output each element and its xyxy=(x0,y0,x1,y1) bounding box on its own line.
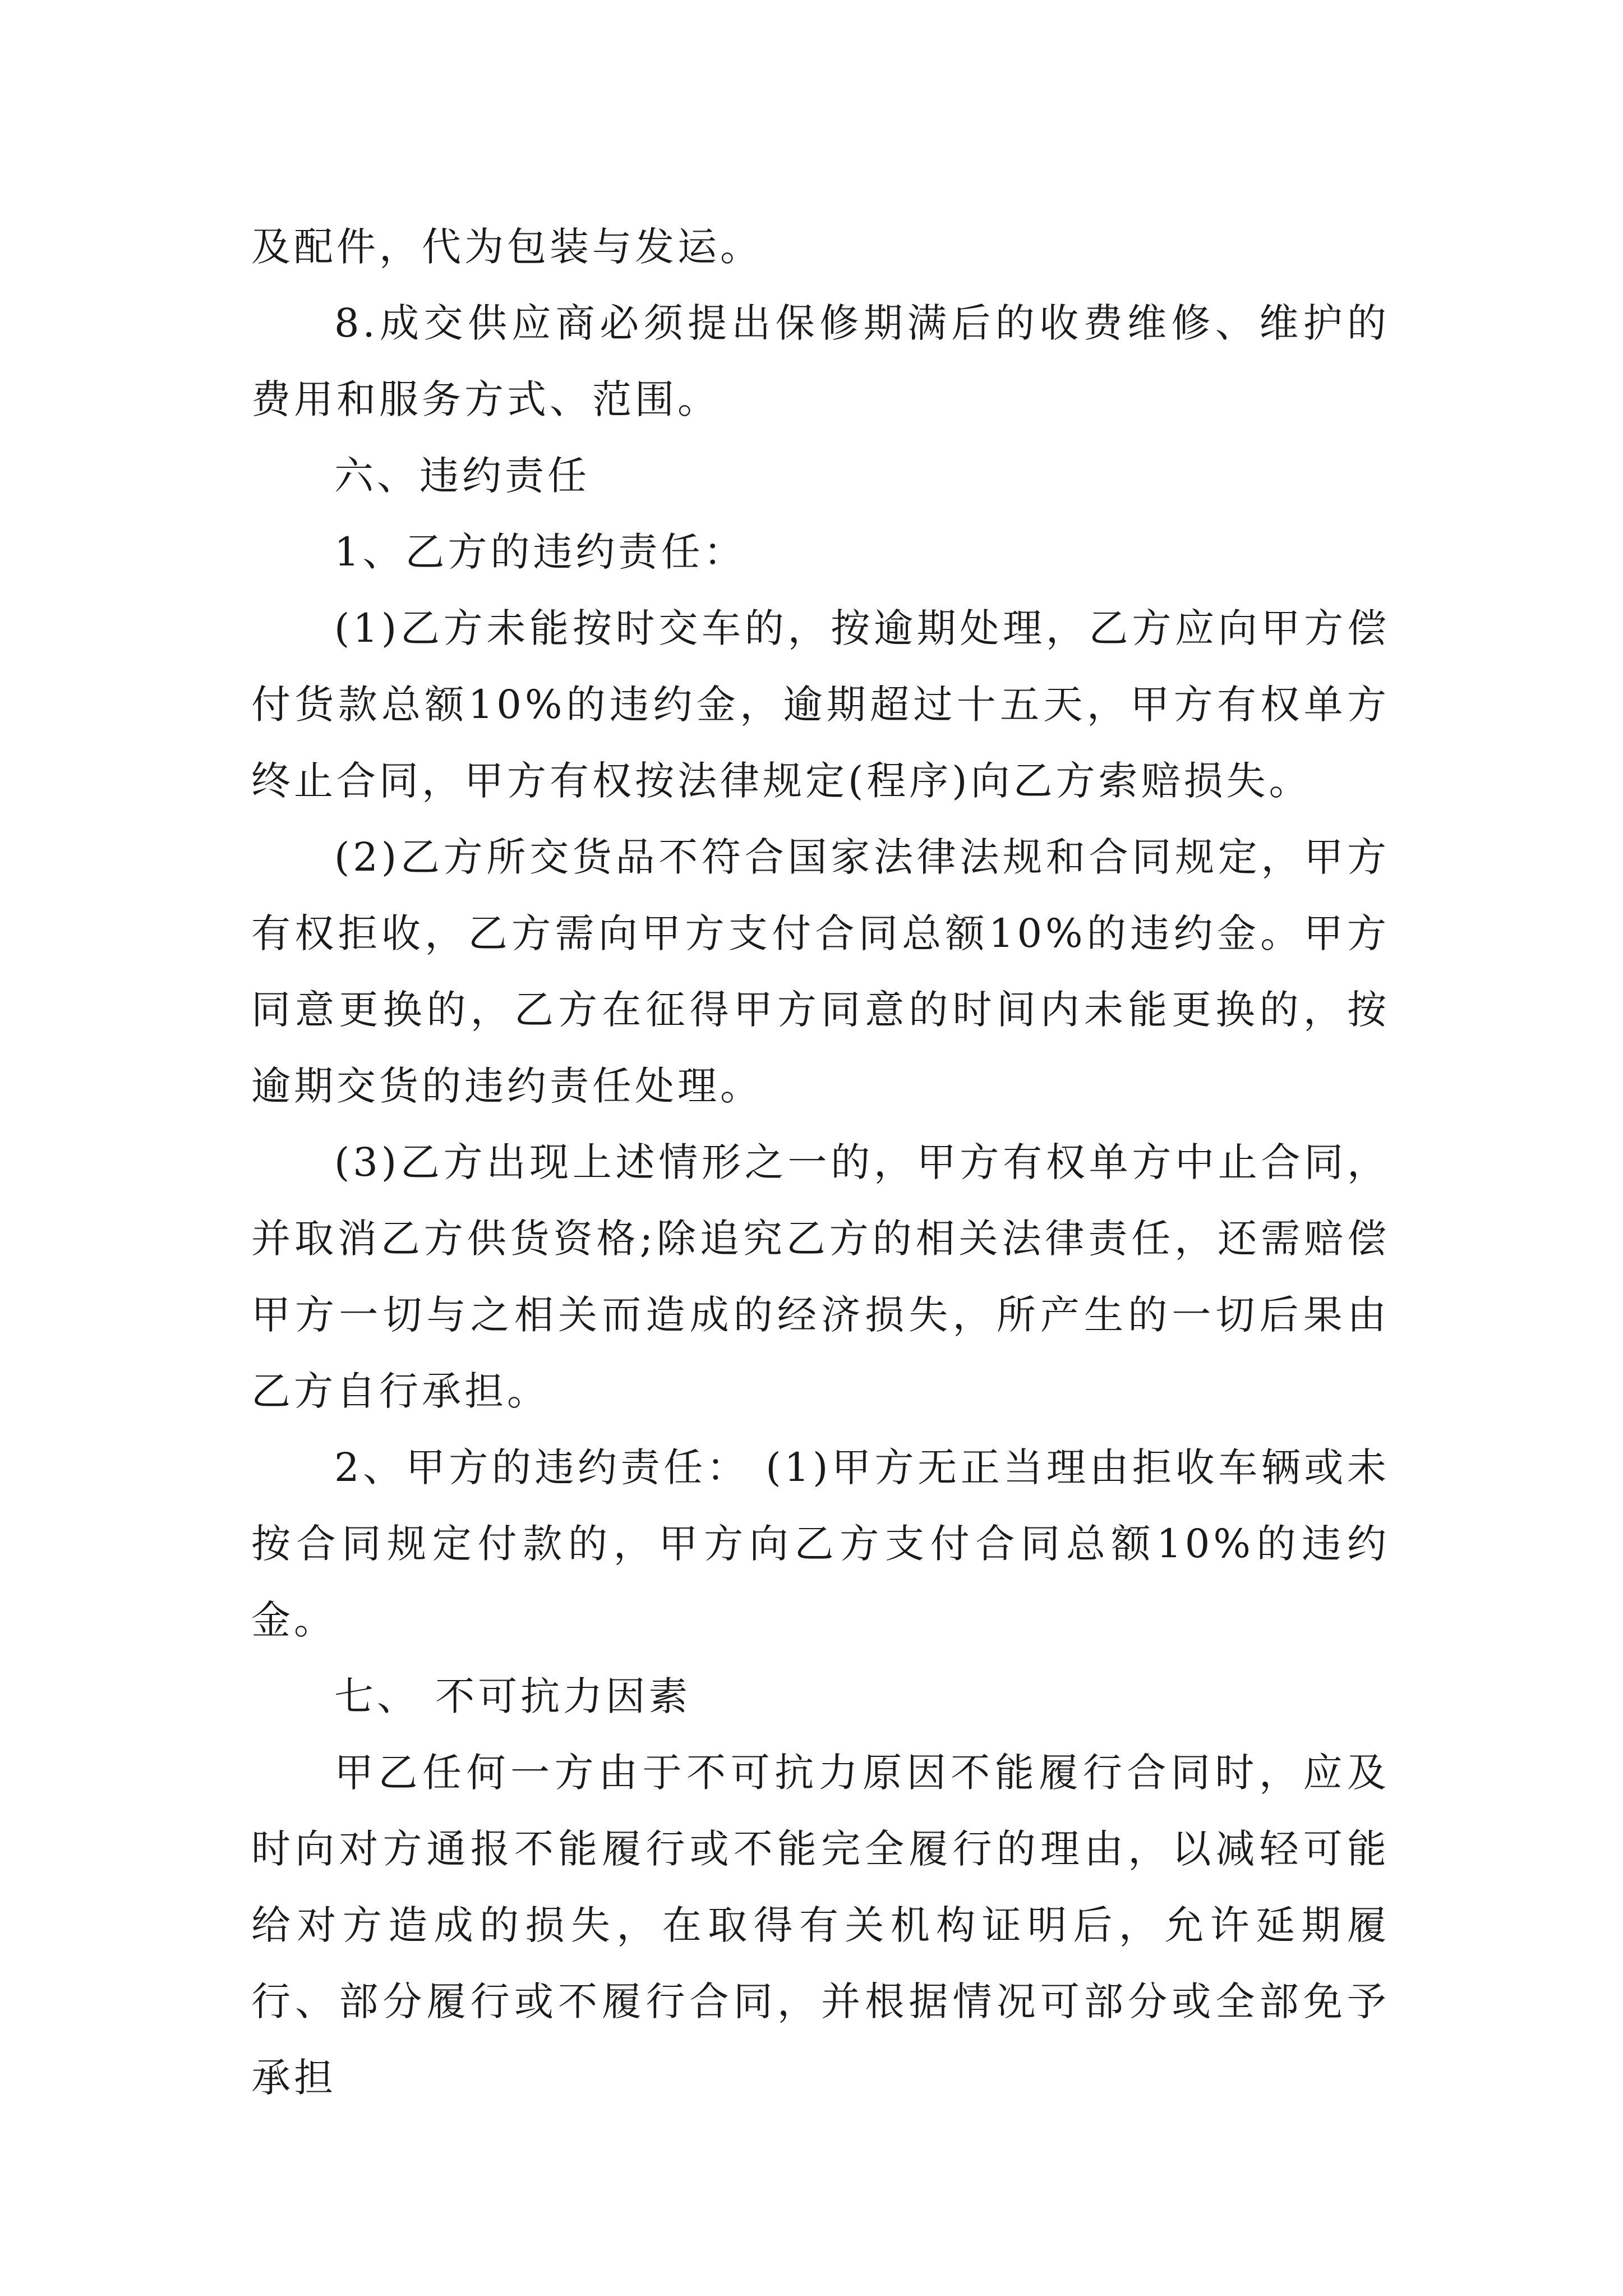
paragraph-clause-1: (1)乙方未能按时交车的，按逾期处理，乙方应向甲方偿付货款总额10%的违约金，逾期超过十五天，甲方有权单方终止合同，甲方有权按法律规定(程序)向乙方索赔损失。 xyxy=(251,605,1390,804)
paragraph-clause-3: (3)乙方出现上述情形之一的，甲方有权单方中止合同，并取消乙方供货资格;除追究乙方的相关法律责任，还需赔偿甲方一切与之相关而造成的经济损失，所产生的一切后果由乙方自行承担。 xyxy=(251,1139,1390,1414)
document-body xyxy=(251,209,1390,2116)
paragraph-force-majeure: 甲乙任何一方由于不可抗力原因不能履行合同时，应及时向对方通报不能履行或不能完全履行的理由，以减轻可能给对方造成的损失，在取得有关机构证明后，允许延期履行、部分履行或不履行合同，并根据情况可部分或全部免予承担 xyxy=(251,1750,1390,2101)
paragraph-continuation: 及配件，代为包装与发运。 xyxy=(251,224,763,270)
paragraph-item-8: 8.成交供应商必须提出保修期满后的收费维修、维护的费用和服务方式、范围。 xyxy=(251,300,1390,422)
section-heading-force-majeure: 七、 不可抗力因素 xyxy=(334,1673,691,1719)
section-heading-breach-liability: 六、违约责任 xyxy=(334,453,590,499)
paragraph-clause-2: (2)乙方所交货品不符合国家法律法规和合同规定，甲方有权拒收，乙方需向甲方支付合同总额10%的违约金。甲方同意更换的，乙方在征得甲方同意的时间内未能更换的，按逾期交货的违约责任处理。 xyxy=(251,834,1390,1109)
subsection-heading-party-b: 1、乙方的违约责任： xyxy=(334,529,746,575)
paragraph-party-a-liability: 2、甲方的违约责任： (1)甲方无正当理由拒收车辆或未按合同规定付款的，甲方向乙方支付合同总额10%的违约金。 xyxy=(251,1444,1390,1643)
